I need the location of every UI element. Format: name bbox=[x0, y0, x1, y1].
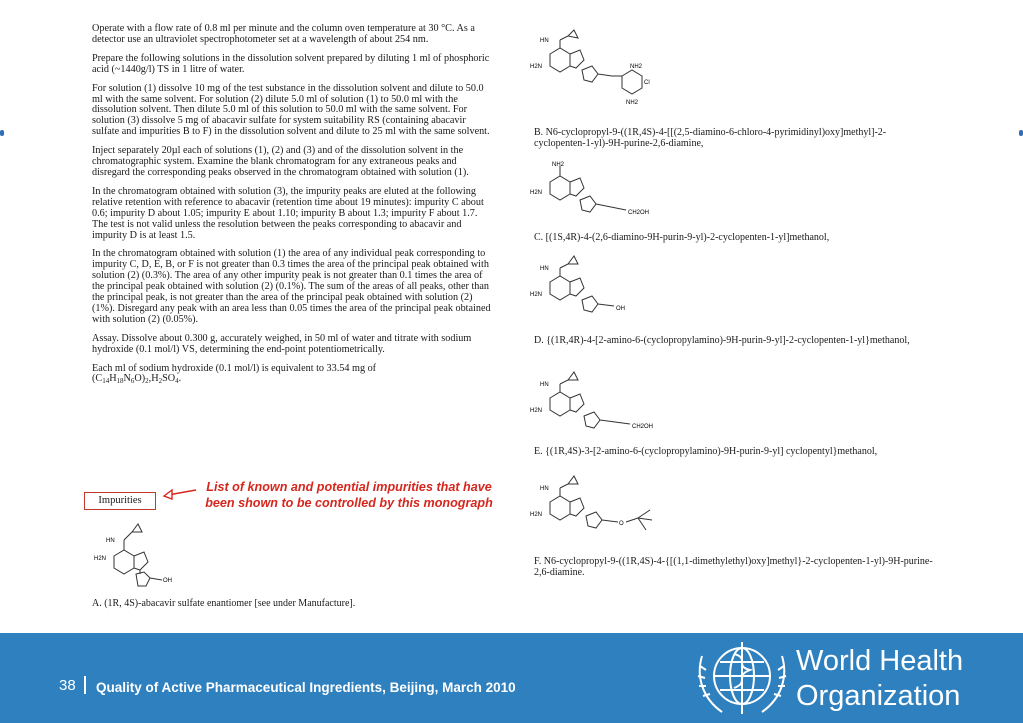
svg-text:NH2: NH2 bbox=[630, 64, 643, 70]
structure-impurity-f bbox=[530, 470, 680, 550]
svg-text:H2N: H2N bbox=[530, 512, 543, 518]
structure-impurity-e bbox=[530, 366, 670, 442]
paragraph-retention: In the chromatogram obtained with solution (3), the impurity peaks are eluted at the following relative retention with reference to abacavir (retention time about 19 minutes): impurity C about 0.6; impurity D about 1.05; impurity E about 1.10; impurity B about 1.3; impurity F about 1.7. The test is not valid unless the resolution between the peaks corresponding to abacavir and impurity D is at least 1.5. bbox=[92, 185, 484, 241]
hn-label: HN bbox=[106, 538, 115, 544]
svg-text:NH2: NH2 bbox=[552, 162, 565, 168]
caption-impurity-e: E. {(1R,4S)-3-[2-amino-6-(cyclopropylamino)-9H-purin-9-yl] cyclopentyl}methanol, bbox=[534, 446, 878, 457]
paragraph-solutions: For solution (1) dissolve 10 mg of the test substance in the dissolution solvent and dilute to 50.0 ml with the same solvent. For solution (2) dilute 5.0 ml of solution (1) to 50.0 ml with the dissolution solvent. Then dilute 5.0 ml of this solution to 50.0 ml with the same solvent. For solution (3) dissolve 5 mg of abacavir sulfate for system suitability RS (containing abacavir sulfate and impurities B to F) in the dissolution solvent and dilute to 25 ml with the same solvent. bbox=[92, 82, 490, 138]
svg-text:HN: HN bbox=[540, 266, 549, 272]
paragraph-inject: Inject separately 20µl each of solutions (1), (2) and (3) and of the dissolution solvent in the chromatographic system. Examine the blank chromatogram for any extraneous peaks and disregard the corresponding peaks observed in the chromatogram obtained with solution (1). bbox=[92, 145, 469, 178]
svg-text:O: O bbox=[619, 521, 624, 527]
svg-text:HN: HN bbox=[540, 486, 549, 492]
caption-impurity-b: B. N6-cyclopropyl-9-((1R,4S)-4-[[(2,5-diamino-6-chloro-4-pyrimidinyl)oxy]methyl]-2-cyclopenten-1-yl)-9H-purine-2,6-diamine, bbox=[534, 127, 887, 149]
organization-name bbox=[796, 644, 963, 714]
svg-text:H2N: H2N bbox=[530, 190, 543, 196]
structure-impurity-c bbox=[530, 160, 670, 226]
equivalence-line: Each ml of sodium hydroxide (0.1 mol/l) is equivalent to 33.54 mg of bbox=[92, 362, 377, 374]
caption-impurity-d: D. {(1R,4R)-4-[2-amino-6-(cyclopropylamino)-9H-purin-9-yl]-2-cyclopenten-1-yl}methanol, bbox=[534, 335, 910, 346]
caption-impurity-a: A. (1R, 4S)-abacavir sulfate enantiomer [see under Manufacture]. bbox=[92, 598, 356, 609]
svg-text:H2N: H2N bbox=[530, 408, 543, 414]
svg-text:H2N: H2N bbox=[530, 64, 543, 70]
impurities-heading: Impurities bbox=[84, 492, 156, 510]
paragraph-prepare: Prepare the following solutions in the dissolution solvent prepared by diluting 1 ml of phosphoric acid (~1440g/l) TS in 1 litre of water. bbox=[92, 52, 490, 75]
page-number: 38 bbox=[59, 677, 76, 694]
paragraph-assay: Assay. Dissolve about 0.300 g, accurately weighed, in 50 ml of water and titrate with sodium hydroxide (0.1 mol/l) VS, determining the end-point potentiometrically. bbox=[92, 332, 472, 355]
oh-label: OH bbox=[163, 578, 172, 584]
structure-impurity-d bbox=[530, 252, 670, 328]
paragraph-equivalence bbox=[92, 364, 492, 388]
svg-text:OH: OH bbox=[616, 306, 625, 312]
svg-text:HN: HN bbox=[540, 38, 549, 44]
who-emblem-icon bbox=[694, 636, 790, 720]
svg-text:NH2: NH2 bbox=[626, 100, 639, 106]
structure-impurity-a bbox=[92, 516, 202, 592]
svg-text:CH2OH: CH2OH bbox=[628, 210, 650, 216]
callout-note: List of known and potential impurities that have been shown to be controlled by this monograph bbox=[205, 480, 493, 510]
organization-name-line2: Organization bbox=[796, 680, 961, 712]
structure-impurity-b bbox=[530, 26, 670, 120]
footer-title: Quality of Active Pharmaceutical Ingredients, Beijing, March 2010 bbox=[96, 680, 516, 695]
caption-impurity-f: F. N6-cyclopropyl-9-((1R,4S)-4-{[(1,1-dimethylethyl)oxy]methyl}-2-cyclopenten-1-yl)-9H-purine-2,6-diamine. bbox=[534, 556, 933, 578]
h2n-label: H2N bbox=[94, 556, 107, 562]
right-edge-marker bbox=[1019, 130, 1023, 136]
left-edge-marker bbox=[0, 130, 4, 136]
svg-text:Cl: Cl bbox=[644, 80, 650, 86]
callout-arrow bbox=[160, 484, 198, 500]
svg-text:HN: HN bbox=[540, 382, 549, 388]
caption-impurity-c: C. [(1S,4R)-4-(2,6-diamino-9H-purin-9-yl)-2-cyclopenten-1-yl]methanol, bbox=[534, 232, 830, 243]
organization-name-line1: World Health bbox=[796, 645, 964, 677]
svg-text:CH2OH: CH2OH bbox=[632, 424, 654, 430]
svg-text:H2N: H2N bbox=[530, 292, 543, 298]
footer-separator bbox=[84, 676, 86, 694]
molecular-formula: $(C_{14}H_{18}N_6O)_2,H_2SO_4$. bbox=[92, 373, 182, 386]
monograph-text bbox=[92, 24, 492, 395]
paragraph-conditions: Operate with a flow rate of 0.8 ml per minute and the column oven temperature at 30 °C. As a detector use an ultraviolet spectrophotometer set at a wavelength of about 254 nm. bbox=[92, 23, 475, 45]
paragraph-limits: In the chromatogram obtained with solution (1) the area of any individual peak corresponding to impurity C, D, E, B, or F is not greater than 0.3 times the area of the principal peak obtained with solution (2) (0.3%). The area of any other impurity peak is not greater than 0.1 times the area of the principal peak obtained with solution (2) (0.1%). The sum of the areas of all peaks, other than the principal peak, is not greater than the area of the principal peak obtained with solution (2) (1%). Disregard any peak with an area less than 0.05 times the area of the principal peak obtained with solution (2) (0.05%). bbox=[92, 248, 491, 325]
